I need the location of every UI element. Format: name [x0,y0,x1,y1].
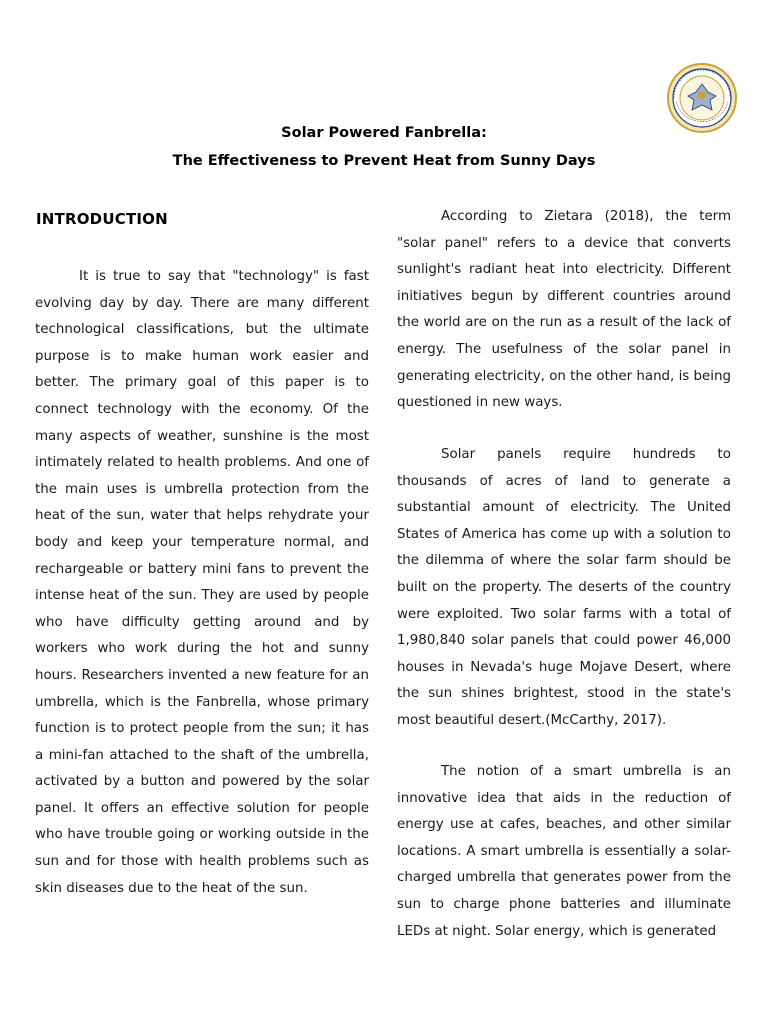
section-heading-introduction: INTRODUCTION [36,210,168,228]
document-title-line1: Solar Powered Fanbrella: [281,125,487,141]
right-column-block-2 [397,442,731,735]
left-column [35,264,369,902]
paragraph-smart-umbrella: The notion of a smart umbrella is an innovative idea that aids in the reduction of energy use at cafes, beaches, and other similar locations. A smart umbrella is essentially a solar-charged umbrella that generates power from the sun to charge phone batteries and illuminate LEDs at night. Solar energy, which is generated [397,764,731,939]
paragraph-solar-farms: Solar panels require hundreds to thousands of acres of land to generate a substantial amount of electricity. The United States of America has come up with a solution to the dilemma of where the solar farm should be built on the property. The deserts of the country were exploited. Two solar farms with a total of 1,980,840 solar panels that could power 46,000 houses in Nevada's huge Mojave Desert, where the sun shines brightest, stood in the state's most beautiful desert.(McCarthy, 2017). [397,447,731,728]
university-seal-icon [666,62,738,134]
document-title-line2: The Effectiveness to Prevent Heat from Sunny Days [172,153,596,169]
right-column-block-3 [397,759,731,945]
paragraph-solar-panel-definition: According to Zietara (2018), the term "solar panel" refers to a device that converts sunlight's radiant heat into electricity. Different initiatives begun by different countries around the world are on the run as a result of the lack of energy. The usefulness of the solar panel in generating electricity, on the other hand, is being questioned in new ways. [397,209,731,411]
right-column-block-1 [397,204,731,417]
paragraph-intro: It is true to say that "technology" is fast evolving day by day. There are many different technological classifications, but the ultimate purpose is to make human work easier and better. The primary goal of this paper is to connect technology with the economy. Of the many aspects of weather, sunshine is the most intimately related to health problems. And one of the main uses is umbrella protection from the heat of the sun, water that helps rehydrate your body and keep your temperature normal, and rechargeable or battery mini fans to prevent the intense heat of the sun. They are used by people who have difficulty getting around and by workers who work during the hot and sunny hours. Researchers invented a new feature for an umbrella, which is the Fanbrella, whose primary function is to protect people from the sun; it has a mini-fan attached to the shaft of the umbrella, activated by a button and powered by the solar panel. It offers an effective solution for people who have trouble going or working outside in the sun and for those with health problems such as skin diseases due to the heat of the sun. [35,269,369,896]
